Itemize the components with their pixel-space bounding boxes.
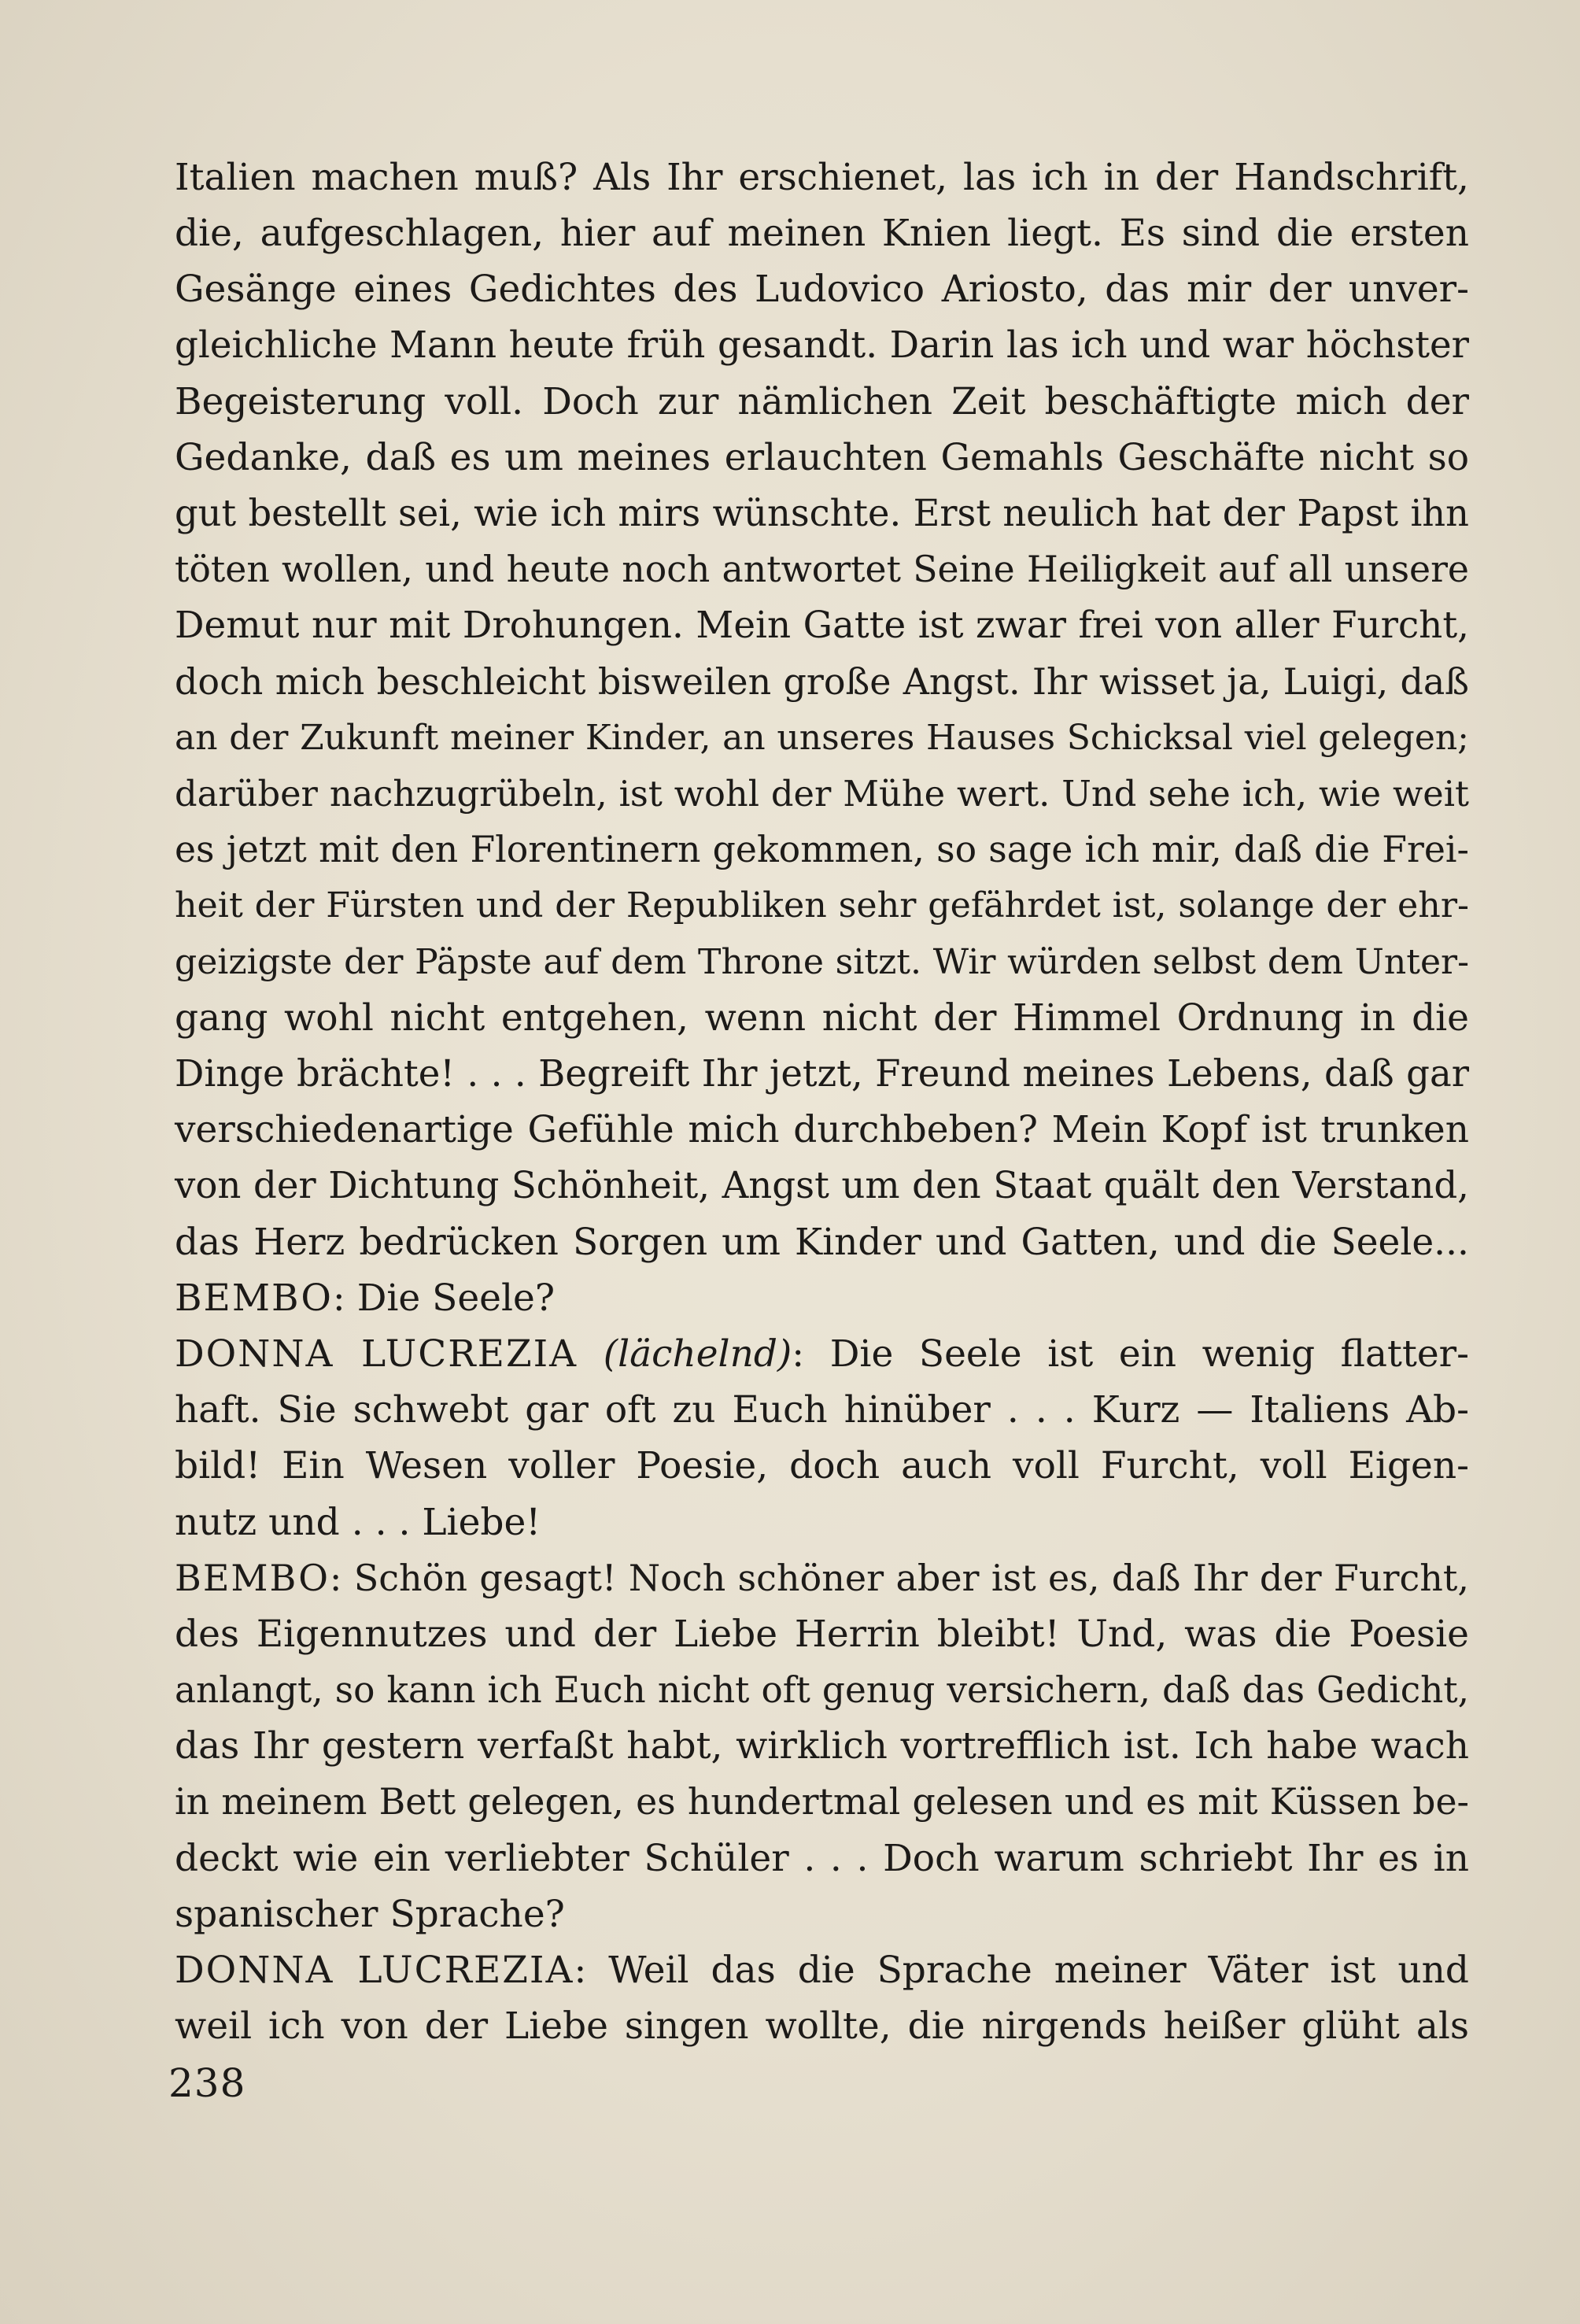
dialogue-line: [175, 1326, 1469, 1382]
text-line: des Eigennutzes und der Liebe Herrin bleibt! Und, was die Poesie: [175, 1612, 1469, 1656]
text-line: gang wohl nicht entgehen, wenn nicht der Himmel Ordnung in die: [175, 996, 1469, 1040]
text-line: bild! Ein Wesen voller Poesie, doch auch voll Furcht, voll Eigen-: [175, 1444, 1469, 1488]
text-line: gut bestellt sei, wie ich mirs wünschte. Erst neulich hat der Papst ihn: [175, 492, 1469, 535]
text-line: nutz und . . . Liebe!: [175, 1500, 541, 1544]
dialogue-text: : Schön gesagt! Noch schöner aber ist es, daß Ihr der Furcht,: [329, 1556, 1469, 1599]
speaker-name: DONNA LUCREZIA: [175, 1949, 574, 1992]
text-line: anlangt, so kann ich Euch nicht oft genug versichern, daß das Gedicht,: [175, 1669, 1469, 1712]
dialogue-text: : Die Seele ist ein wenig flatter-: [792, 1332, 1469, 1376]
text-line: es jetzt mit den Florentinern gekommen, so sage ich mir, daß die Frei-: [175, 829, 1469, 871]
text-line: verschiedenartige Gefühle mich durchbeben? Mein Kopf ist trunken: [175, 1108, 1469, 1152]
text-line: an der Zukunft meiner Kinder, an unseres Hauses Schicksal viel gelegen;: [175, 717, 1469, 758]
text-line: heit der Fürsten und der Republiken sehr gefährdet ist, solange der ehr-: [175, 885, 1469, 926]
text-line: doch mich beschleicht bisweilen große Angst. Ihr wisset ja, Luigi, daß: [175, 660, 1469, 703]
text-line: Dinge brächte! . . . Begreift Ihr jetzt, Freund meines Lebens, daß gar: [175, 1052, 1469, 1095]
stage-direction: (lächelnd): [603, 1332, 792, 1376]
speaker-name: BEMBO: [175, 1556, 330, 1599]
dialogue-line: [175, 1270, 1469, 1326]
text-line: geizigste der Päpste auf dem Throne sitzt. Wir würden selbst dem Unter-: [175, 941, 1469, 982]
dialogue-line: [175, 1550, 1469, 1606]
text-line: die, aufgeschlagen, hier auf meinen Knien liegt. Es sind die ersten: [175, 212, 1469, 256]
text-line: das Herz bedrücken Sorgen um Kinder und Gatten, und die Seele...: [175, 1220, 1469, 1264]
text-line: spanischer Sprache?: [175, 1892, 565, 1936]
text-line: Demut nur mit Drohungen. Mein Gatte ist zwar frei von aller Furcht,: [175, 604, 1469, 647]
text-line: Gesänge eines Gedichtes des Ludovico Ariosto, das mir der unver-: [175, 268, 1469, 312]
text-line: weil ich von der Liebe singen wollte, die nirgends heißer glüht als: [175, 2004, 1469, 2049]
dialogue-text: : Die Seele?: [332, 1276, 556, 1320]
text-line: Begeisterung voll. Doch zur nämlichen Zeit beschäftigte mich der: [175, 379, 1469, 423]
text-line: das Ihr gestern verfaßt habt, wirklich vortrefflich ist. Ich habe wach: [175, 1724, 1469, 1768]
text-line: in meinem Bett gelegen, es hundertmal gelesen und es mit Küssen be-: [175, 1781, 1469, 1823]
text-line: gleichliche Mann heute früh gesandt. Darin las ich und war höchster: [175, 323, 1469, 367]
body-text: [175, 150, 1469, 2054]
text-line: von der Dichtung Schönheit, Angst um den Staat quält den Verstand,: [175, 1164, 1469, 1207]
text-line: darüber nachzugrübeln, ist wohl der Mühe wert. Und sehe ich, wie weit: [175, 773, 1469, 815]
text-line: Gedanke, daß es um meines erlauchten Gemahls Geschäfte nicht so: [175, 435, 1469, 479]
dialogue-text: : Weil das die Sprache meiner Väter ist und: [574, 1949, 1470, 1992]
speaker-name: DONNA LUCREZIA: [175, 1332, 578, 1376]
text-line: Italien machen muß? Als Ihr erschienet, las ich in der Handschrift,: [175, 156, 1469, 199]
text-line: deckt wie ein verliebter Schüler . . . Doch warum schriebt Ihr es in: [175, 1836, 1469, 1880]
text-line: haft. Sie schwebt gar oft zu Euch hinüber . . . Kurz — Italiens Ab-: [175, 1388, 1469, 1432]
dialogue-line: [175, 1942, 1469, 1998]
page-number: 238: [168, 2060, 246, 2106]
speaker-name: BEMBO: [175, 1276, 333, 1320]
text-line: töten wollen, und heute noch antwortet Seine Heiligkeit auf all unsere: [175, 549, 1469, 591]
